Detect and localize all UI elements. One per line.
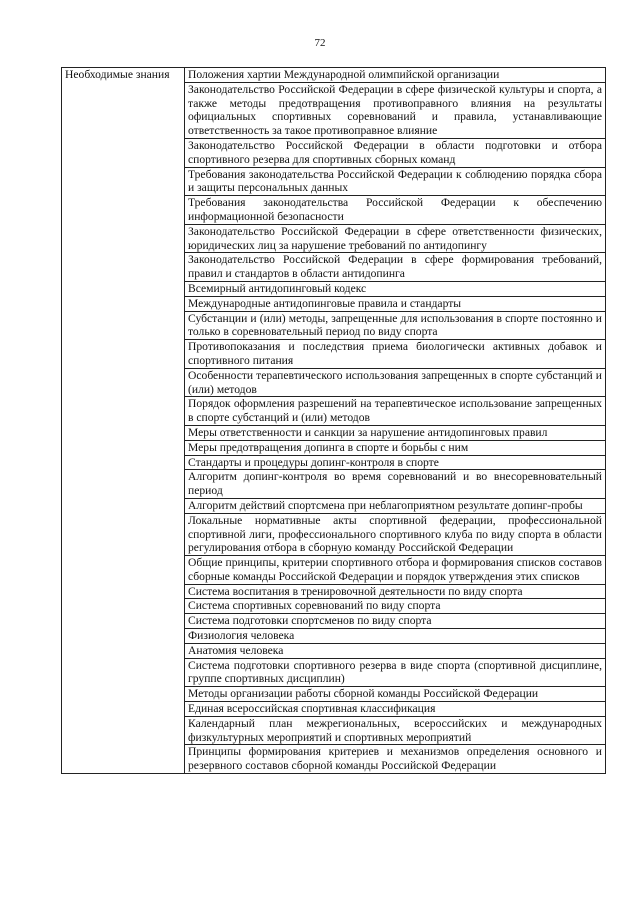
knowledge-item: Алгоритм действий спортсмена при неблагоприятном результате допинг-пробы [185,498,606,513]
knowledge-item: Законодательство Российской Федерации в сфере физической культуры и спорта, а также методы предотвращения противоправного влияния на результаты официальных спортивных соревнований и правила, устанавливающие ответственность за такое противоправное влияние [185,82,606,138]
knowledge-item: Порядок оформления разрешений на терапевтическое использование запрещенных в спорте субстанций и (или) методов [185,397,606,426]
requirements-table [61,67,606,774]
knowledge-item: Международные антидопинговые правила и стандарты [185,296,606,311]
knowledge-item: Положения хартии Международной олимпийской организации [185,68,606,83]
table-row [62,68,606,83]
page-number: 72 [314,37,326,49]
knowledge-item: Локальные нормативные акты спортивной федерации, профессиональной спортивной лиги, профессионального спортивного клуба по виду спорта в области регулирования отбора в сборную команду Российской Федерации [185,513,606,555]
knowledge-item: Законодательство Российской Федерации в области подготовки и отбора спортивного резерва для спортивных сборных команд [185,138,606,167]
knowledge-item: Противопоказания и последствия приема биологически активных добавок и спортивного питания [185,340,606,369]
knowledge-item: Методы организации работы сборной команды Российской Федерации [185,687,606,702]
knowledge-item: Система спортивных соревнований по виду спорта [185,599,606,614]
knowledge-item: Единая всероссийская спортивная классификация [185,702,606,717]
knowledge-item: Меры предотвращения допинга в спорте и борьбы с ним [185,440,606,455]
knowledge-item: Особенности терапевтического использования запрещенных в спорте субстанций и (или) методов [185,368,606,397]
knowledge-item: Система подготовки спортивного резерва в виде спорта (спортивной дисциплине, группе спортивных дисциплин) [185,658,606,687]
knowledge-item: Меры ответственности и санкции за нарушение антидопинговых правил [185,425,606,440]
knowledge-item: Анатомия человека [185,643,606,658]
knowledge-item: Система подготовки спортсменов по виду спорта [185,614,606,629]
requirements-table-body [62,68,606,774]
knowledge-item: Общие принципы, критерии спортивного отбора и формирования списков составов сборные команды Российской Федерации и порядок утверждения этих списков [185,556,606,585]
knowledge-item: Всемирный антидопинговый кодекс [185,281,606,296]
knowledge-item: Физиология человека [185,629,606,644]
knowledge-item: Система воспитания в тренировочной деятельности по виду спорта [185,584,606,599]
knowledge-item: Законодательство Российской Федерации в сфере ответственности физических, юридических лиц за нарушение требований по антидопингу [185,224,606,253]
knowledge-item: Субстанции и (или) методы, запрещенные для использования в спорте постоянно и только в соревновательный период по виду спорта [185,311,606,340]
knowledge-item: Требования законодательства Российской Федерации к соблюдению порядка сбора и защиты персональных данных [185,167,606,196]
knowledge-item: Алгоритм допинг-контроля во время соревнований и во внесоревновательный период [185,470,606,499]
knowledge-item: Требования законодательства Российской Федерации к обеспечению информационной безопасности [185,196,606,225]
knowledge-item: Стандарты и процедуры допинг-контроля в спорте [185,455,606,470]
section-label: Необходимые знания [62,68,185,774]
knowledge-item: Календарный план межрегиональных, всероссийских и международных физкультурных мероприятий и спортивных мероприятий [185,716,606,745]
knowledge-item: Законодательство Российской Федерации в сфере формирования требований, правил и стандартов в области антидопинга [185,253,606,282]
knowledge-item: Принципы формирования критериев и механизмов определения основного и резервного составов сборной команды Российской Федерации [185,745,606,774]
